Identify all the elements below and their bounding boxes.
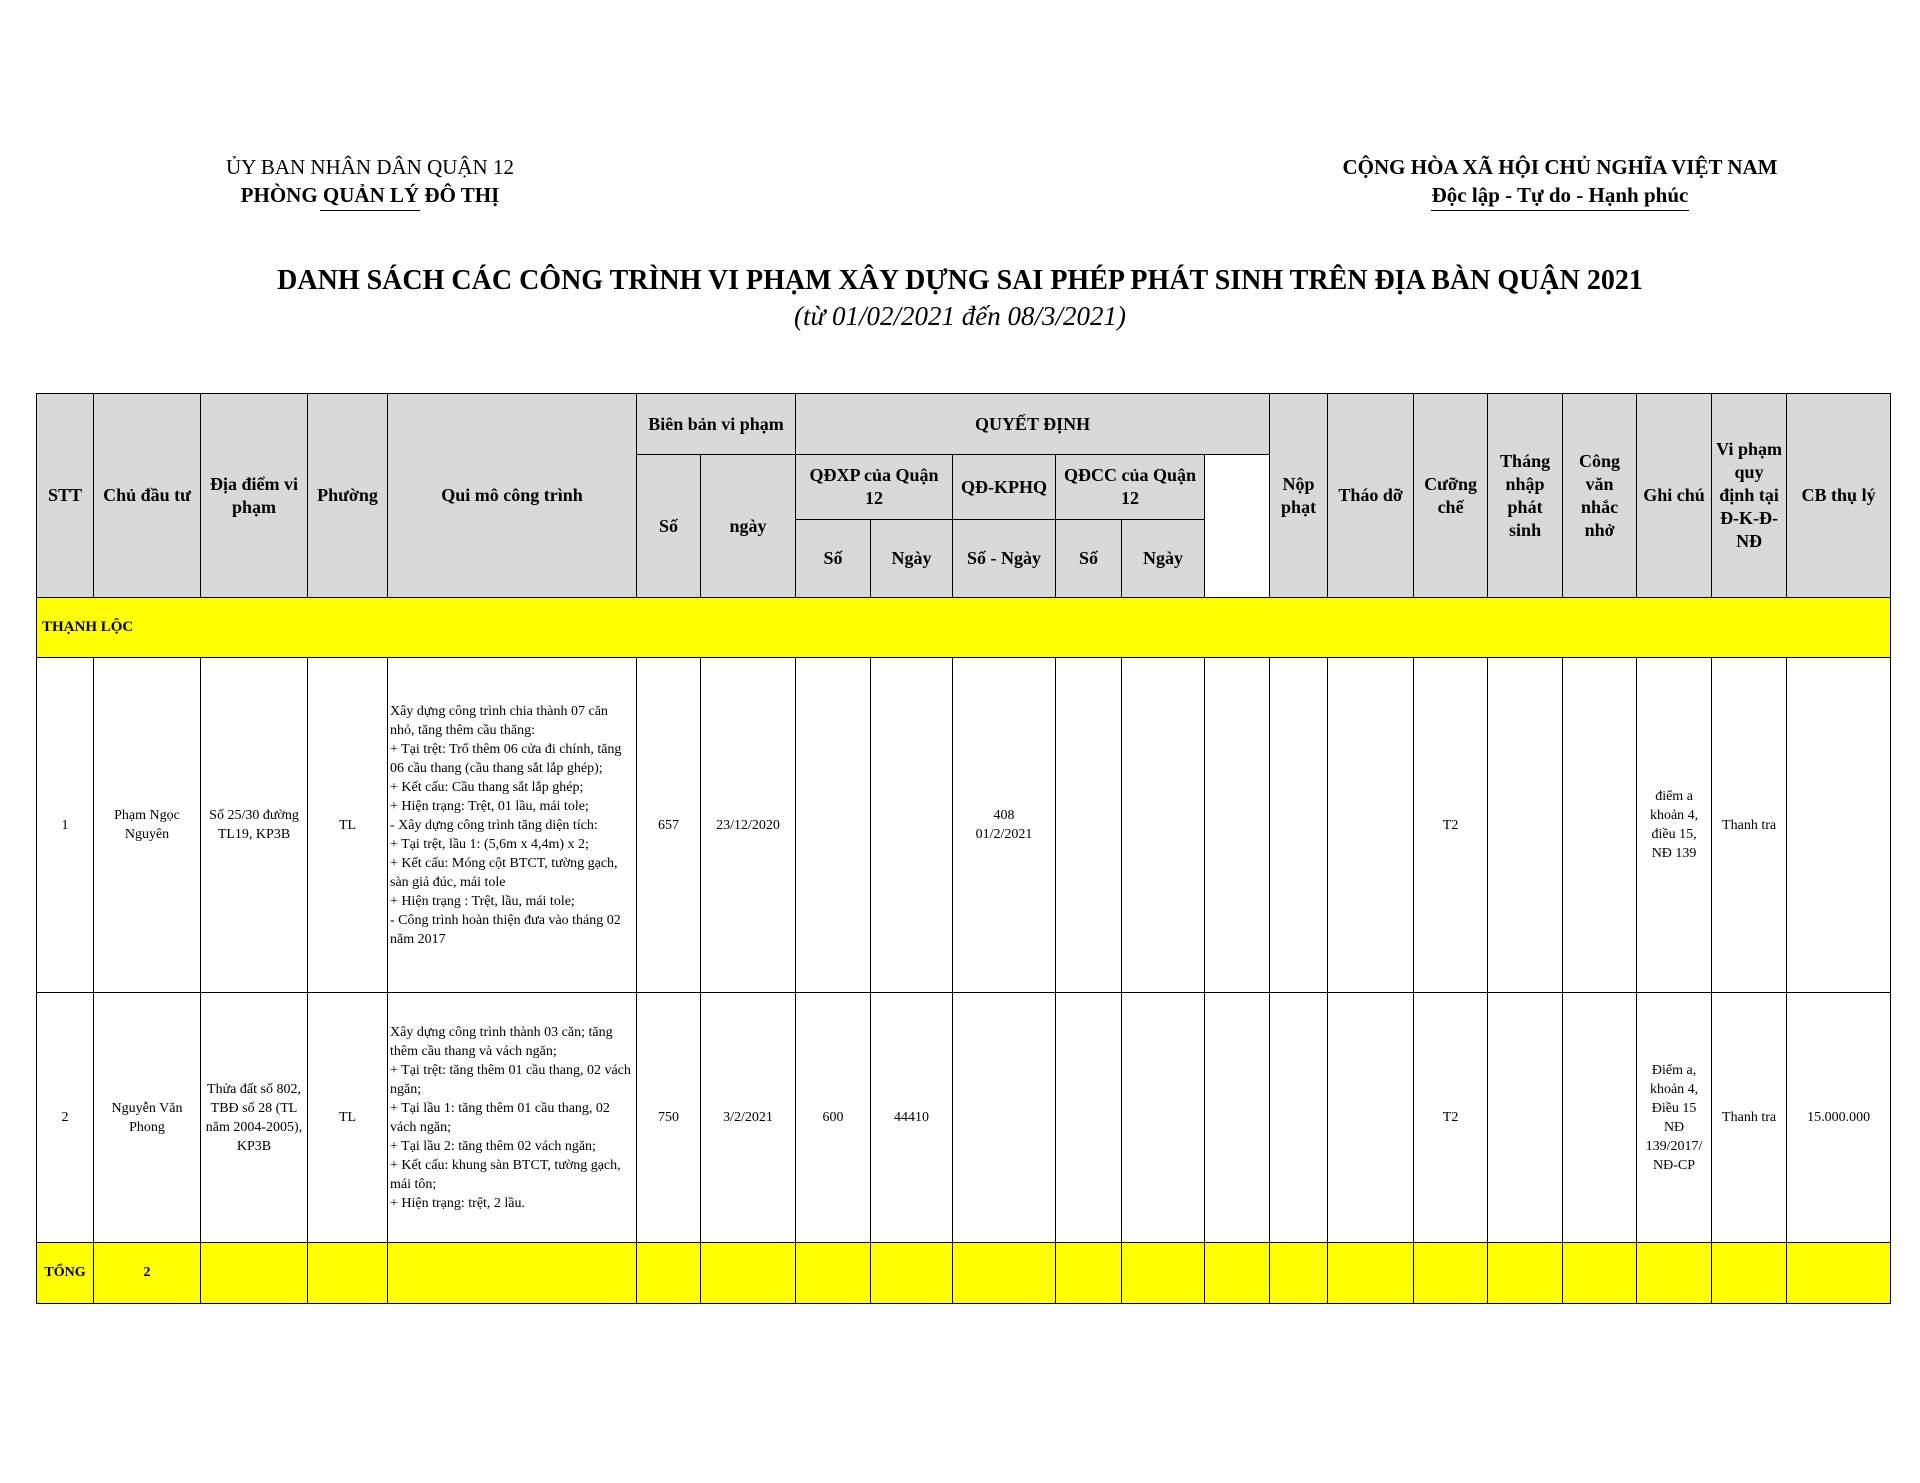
document-title: DANH SÁCH CÁC CÔNG TRÌNH VI PHẠM XÂY DỰNG SAI PHÉP PHÁT SINH TRÊN ĐỊA BÀN QUẬN 2021 [277,265,1643,296]
total-empty [1563,1243,1637,1304]
cell-qui-mo [388,993,637,1243]
qdkphq-so: 408 [993,808,1015,823]
cell-dia-diem: Thửa đất số 802, TBĐ số 28 (TL năm 2004-2005), KP3B [201,993,308,1243]
cell-ghi-chu [1563,993,1637,1243]
col-qdkphq: QĐ-KPHQ [953,455,1056,520]
total-empty [796,1243,871,1304]
agency-header [190,153,550,211]
qui-mo-line: + Tại lầu 2: tăng thêm 02 vách ngăn; [390,1138,596,1154]
col-qdcc-so: Số [1056,520,1122,598]
cell-qdxp-so [796,658,871,993]
col-ghi-chu: Ghi chú [1637,394,1712,598]
qui-mo-line: + Tại trệt: Trổ thêm 06 cửa đi chính, tăng 06 cầu thang (cầu thang sắt lắp ghép); [390,741,622,776]
col-cuong-che: Cưỡng chế [1414,394,1488,598]
cell-thao-do [1270,993,1328,1243]
total-empty [953,1243,1056,1304]
col-qdcc: QĐCC của Quận 12 [1056,455,1205,520]
qdkphq-ngay: 01/2/2021 [975,827,1033,842]
col-stt: STT [37,394,94,598]
qui-mo-line: Xây dựng công trình thành 03 căn; tăng thêm cầu thang và vách ngăn; [390,1024,613,1059]
document-subtitle: (từ 01/02/2021 đến 08/3/2021) [794,301,1126,331]
total-empty [1712,1243,1787,1304]
col-nop-phat: Nộp phạt [1270,394,1328,598]
cell-cong-van [1488,658,1563,993]
total-empty [1270,1243,1328,1304]
section-label: THẠNH LỘC [37,598,1891,658]
qui-mo-line: - Công trình hoàn thiện đưa vào tháng 02 năm 2017 [390,912,621,947]
violations-table [36,393,1891,1304]
col-vi-pham: Vi phạm quy định tại Đ-K-Đ-NĐ [1712,394,1787,598]
cell-dia-diem: Số 25/30 đường TL19, KP3B [201,658,308,993]
cell-thang-nhap: T2 [1414,993,1488,1243]
total-empty [308,1243,388,1304]
national-motto: Độc lập - Tự do - Hạnh phúc [1431,183,1689,207]
cell-ghi-chu [1563,658,1637,993]
cell-cb-thu-ly: Thanh tra [1712,658,1787,993]
section-row [37,598,1891,658]
qui-mo-line: + Kết cấu: khung sàn BTCT, tường gạch, mái tôn; [390,1157,621,1192]
cell-qdcc-ngay [1122,993,1205,1243]
total-empty [388,1243,637,1304]
total-empty [1488,1243,1563,1304]
cell-so-tien-phat [1787,658,1891,993]
cell-qdkphq [953,658,1056,993]
cell-qdcc-ngay [1122,658,1205,993]
agency-underline [320,210,420,211]
col-qui-mo: Qui mô công trình [388,394,637,598]
col-cb-thu-ly: CB thụ lý [1787,394,1891,598]
qui-mo-line: + Kết cấu: Cầu thang sắt lắp ghép; [390,779,584,795]
col-qdxp: QĐXP của Quận 12 [796,455,953,520]
department-name: PHÒNG QUẢN LÝ ĐÔ THỊ [240,183,500,207]
cell-thao-do [1270,658,1328,993]
total-empty [701,1243,796,1304]
cell-nop-phat [1205,993,1270,1243]
cell-chu-dau-tu: Nguyễn Văn Phong [94,993,201,1243]
agency-name: ỦY BAN NHÂN DÂN QUẬN 12 [226,155,514,179]
qui-mo-line: + Hiện trạng : Trệt, lầu, mái tole; [390,893,575,909]
national-name: CỘNG HÒA XÃ HỘI CHỦ NGHĨA VIỆT NAM [1342,155,1778,179]
total-empty [871,1243,953,1304]
cell-qui-mo [388,658,637,993]
cell-bb-so: 657 [637,658,701,993]
total-empty [637,1243,701,1304]
cell-stt: 2 [37,993,94,1243]
header-row-1 [37,394,1891,455]
cell-vi-pham: điểm a khoản 4, điều 15, NĐ 139 [1637,658,1712,993]
qui-mo-line: + Hiện trạng: trệt, 2 lầu. [390,1195,526,1211]
cell-cb-thu-ly: Thanh tra [1712,993,1787,1243]
total-empty [1328,1243,1414,1304]
col-qdxp-so: Số [796,520,871,598]
motto-underline [1431,210,1689,211]
total-empty [1414,1243,1488,1304]
qui-mo-line: - Xây dựng công trình tăng diện tích: [390,817,598,833]
cell-thang-nhap: T2 [1414,658,1488,993]
cell-qdcc-so [1056,993,1122,1243]
total-row [37,1243,1891,1304]
cell-cuong-che [1328,658,1414,993]
qui-mo-line: + Kết cấu: Móng cột BTCT, tường gạch, sàn giả đúc, mái tole [390,855,618,890]
cell-nop-phat [1205,658,1270,993]
col-thao-do: Tháo dỡ [1328,394,1414,598]
cell-cong-van [1488,993,1563,1243]
col-bb-ngay: ngày [701,455,796,598]
total-label: TỔNG [37,1243,94,1304]
col-dia-diem: Địa điểm vi phạm [201,394,308,598]
qui-mo-line: + Tại trệt, lầu 1: (5,6m x 4,4m) x 2; [390,836,589,852]
cell-bb-so: 750 [637,993,701,1243]
cell-qdkphq [953,993,1056,1243]
qui-mo-line: Xây dựng công trình chia thành 07 căn nhỏ, tăng thêm cầu thăng: [390,703,608,738]
cell-qdxp-ngay: 44410 [871,993,953,1243]
total-value: 2 [94,1243,201,1304]
col-quyet-dinh: QUYẾT ĐỊNH [796,394,1270,455]
table-row [37,658,1891,993]
cell-qdxp-so: 600 [796,993,871,1243]
col-chu-dau-tu: Chủ đầu tư [94,394,201,598]
cell-chu-dau-tu: Phạm Ngọc Nguyên [94,658,201,993]
cell-qdcc-so [1056,658,1122,993]
total-empty [1056,1243,1122,1304]
cell-stt: 1 [37,658,94,993]
col-cong-van: Công văn nhắc nhở [1563,394,1637,598]
col-bb-so: Số [637,455,701,598]
col-qdcc-ngay: Ngày [1122,520,1205,598]
qui-mo-line: + Hiện trạng: Trệt, 01 lầu, mái tole; [390,798,589,814]
cell-so-tien-phat: 15.000.000 [1787,993,1891,1243]
cell-phuong: TL [308,993,388,1243]
cell-cuong-che [1328,993,1414,1243]
col-qdxp-ngay: Ngày [871,520,953,598]
cell-vi-pham: Điểm a, khoản 4, Điều 15 NĐ 139/2017/ NĐ-CP [1637,993,1712,1243]
col-bien-ban: Biên bản vi phạm [637,394,796,455]
col-phuong: Phường [308,394,388,598]
cell-phuong: TL [308,658,388,993]
col-thang-nhap: Tháng nhập phát sinh [1488,394,1563,598]
table-row [37,993,1891,1243]
total-empty [1787,1243,1891,1304]
cell-bb-ngay: 23/12/2020 [701,658,796,993]
total-empty [201,1243,308,1304]
total-empty [1205,1243,1270,1304]
cell-bb-ngay: 3/2/2021 [701,993,796,1243]
cell-qdxp-ngay [871,658,953,993]
total-empty [1637,1243,1712,1304]
qui-mo-line: + Tại trệt: tăng thêm 01 cầu thang, 02 vách ngăn; [390,1062,631,1097]
national-header [1300,153,1820,211]
total-empty [1122,1243,1205,1304]
qui-mo-line: + Tại lầu 1: tăng thêm 01 cầu thang, 02 vách ngăn; [390,1100,610,1135]
col-qdkphq-so-ngay: Số - Ngày [953,520,1056,598]
